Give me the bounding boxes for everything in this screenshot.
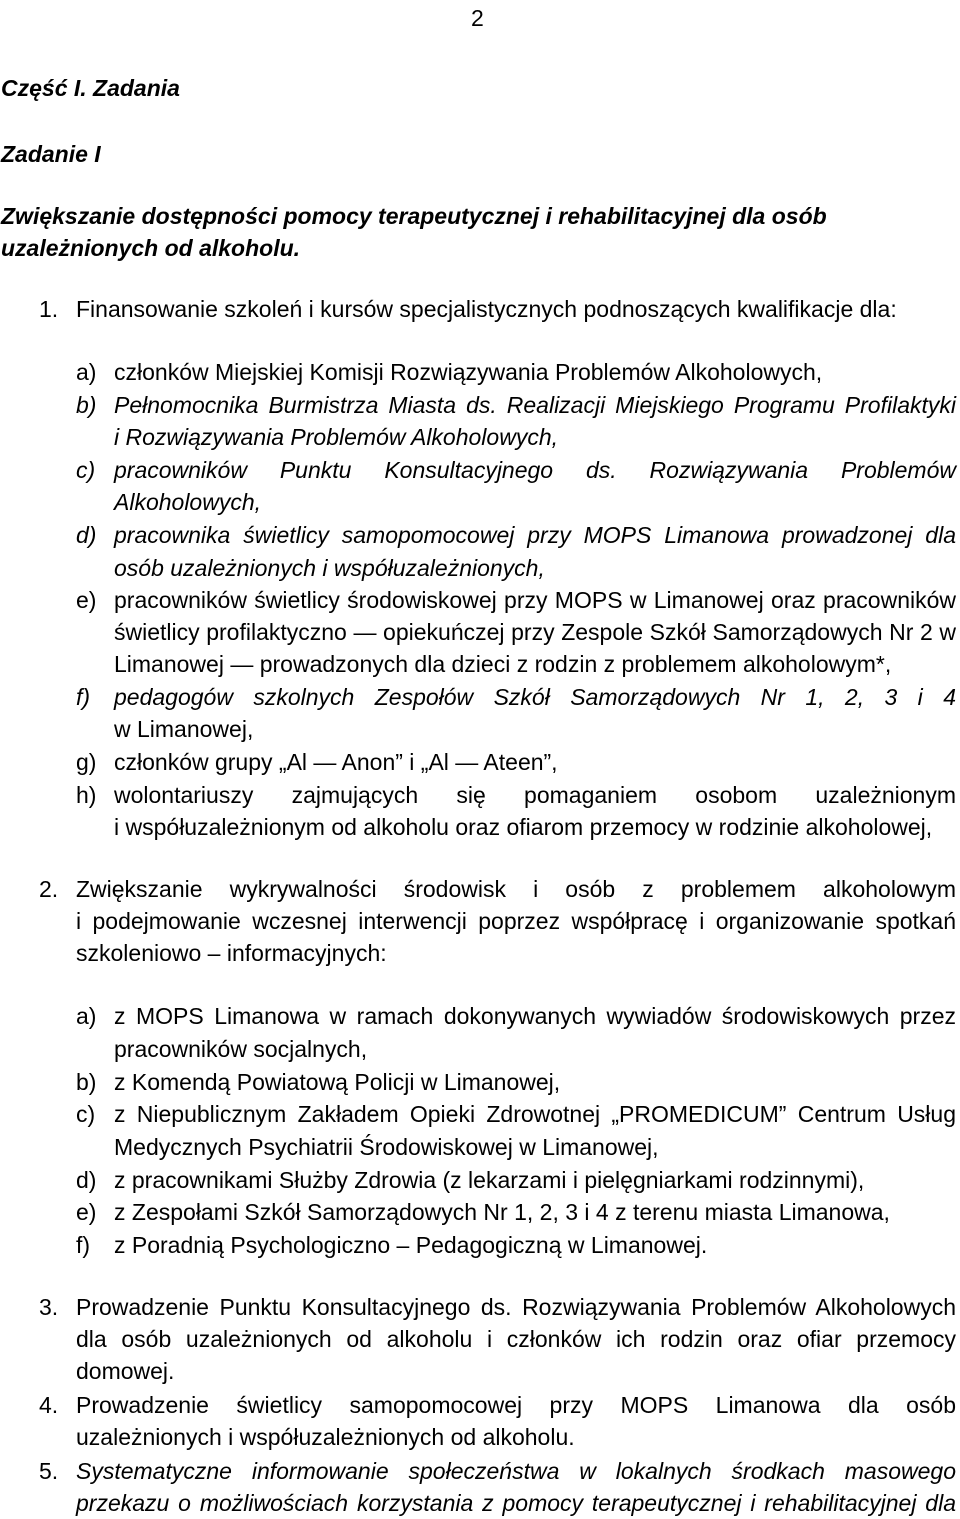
item-3-line-2: dla osób uzależnionych od alkoholu i członków ich rodzin oraz ofiar przemocy [76, 1326, 956, 1352]
item-1e-line-2: świetlicy profilaktyczno — opiekuńczej przy Zespole Szkół Samorządowych Nr 2 w [114, 619, 956, 645]
item-1h-line-2: i współuzależnionym od alkoholu oraz ofiarom przemocy w rodzinie alkoholowej, [114, 814, 933, 840]
item-1b-label: b) [76, 392, 97, 418]
item-1d-line-2: osób uzależnionych i współuzależnionych, [114, 555, 545, 581]
page-number: 2 [471, 5, 484, 31]
part-title: Część I. Zadania [1, 75, 180, 101]
item-2-line-2: i podejmowanie wczesnej interwencji poprzez współpracę i organizowanie spotkań [76, 908, 956, 934]
item-1c-label: c) [76, 457, 96, 483]
item-1-text: Finansowanie szkoleń i kursów specjalistycznych podnoszących kwalifikacje dla: [76, 296, 897, 322]
item-1f-line-2: w Limanowej, [114, 716, 254, 742]
item-1f-label: f) [76, 684, 91, 710]
item-2a-line-2: pracowników socjalnych, [114, 1036, 368, 1062]
item-1c-line-1: pracowników Punktu Konsultacyjnego ds. Rozwiązywania Problemów [114, 457, 956, 483]
item-2e-label: e) [76, 1199, 97, 1225]
item-1e-line-1: pracowników świetlicy środowiskowej przy MOPS w Limanowej oraz pracowników [114, 587, 956, 613]
item-1d-label: d) [76, 522, 97, 548]
item-2e-line-1: z Zespołami Szkół Samorządowych Nr 1, 2, 3 i 4 z terenu miasta Limanowa, [114, 1199, 890, 1225]
item-1d-line-1: pracownika świetlicy samopomocowej przy MOPS Limanowa prowadzonej dla [114, 522, 956, 548]
item-4-line-2: uzależnionych i współuzależnionych od alkoholu. [76, 1424, 575, 1450]
task-subtitle-line-1: Zwiększanie dostępności pomocy terapeutycznej i rehabilitacyjnej dla osób [1, 203, 827, 229]
item-2c-label: c) [76, 1101, 96, 1127]
item-5-number: 5. [39, 1458, 59, 1484]
task-subtitle-line-2: uzależnionych od alkoholu. [1, 235, 301, 261]
item-2d-label: d) [76, 1167, 97, 1193]
item-2f-line-1: z Poradnią Psychologiczno – Pedagogiczną w Limanowej. [114, 1232, 708, 1258]
item-2b-label: b) [76, 1069, 97, 1095]
item-2c-line-2: Medycznych Psychiatrii Środowiskowej w Limanowej, [114, 1134, 659, 1160]
item-2d-line-1: z pracownikami Służby Zdrowia (z lekarzami i pielęgniarkami rodzinnymi), [114, 1167, 865, 1193]
item-4-line-1: Prowadzenie świetlicy samopomocowej przy MOPS Limanowa dla osób [76, 1392, 956, 1418]
item-1g-line-1: członków grupy „Al — Anon” i „Al — Ateen”, [114, 749, 558, 775]
item-2a-line-1: z MOPS Limanowa w ramach dokonywanych wywiadów środowiskowych przez [114, 1003, 956, 1029]
item-1e-line-3: Limanowej — prowadzonych dla dzieci z rodzin z problemem alkoholowym*, [114, 651, 892, 677]
item-1e-label: e) [76, 587, 97, 613]
item-3-line-1: Prowadzenie Punktu Konsultacyjnego ds. Rozwiązywania Problemów Alkoholowych [76, 1294, 956, 1320]
item-2b-line-1: z Komendą Powiatową Policji w Limanowej, [114, 1069, 561, 1095]
item-1b-line-2: i Rozwiązywania Problemów Alkoholowych, [114, 424, 558, 450]
item-5-line-2: przekazu o możliwościach korzystania z pomocy terapeutycznej i rehabilitacyjnej dla [76, 1490, 956, 1516]
item-3-number: 3. [39, 1294, 59, 1320]
item-1-number: 1. [39, 296, 59, 322]
item-4-number: 4. [39, 1392, 59, 1418]
item-1h-label: h) [76, 782, 97, 808]
item-5-line-1: Systematyczne informowanie społeczeństwa w lokalnych środkach masowego [76, 1458, 956, 1484]
item-1a-label: a) [76, 359, 97, 385]
item-1g-label: g) [76, 749, 97, 775]
item-2f-label: f) [76, 1232, 91, 1258]
item-1a-line-1: członków Miejskiej Komisji Rozwiązywania Problemów Alkoholowych, [114, 359, 823, 385]
item-1f-line-1: pedagogów szkolnych Zespołów Szkół Samorządowych Nr 1, 2, 3 i 4 [114, 684, 956, 710]
item-1c-line-2: Alkoholowych, [114, 489, 262, 515]
item-2-line-3: szkoleniowo – informacyjnych: [76, 940, 387, 966]
task-title: Zadanie I [1, 141, 101, 167]
item-2c-line-1: z Niepublicznym Zakładem Opieki Zdrowotnej „PROMEDICUM” Centrum Usług [114, 1101, 956, 1127]
item-2-line-1: Zwiększanie wykrywalności środowisk i osób z problemem alkoholowym [76, 876, 956, 902]
item-2a-label: a) [76, 1003, 97, 1029]
item-3-line-3: domowej. [76, 1358, 175, 1384]
item-1h-line-1: wolontariuszy zajmujących się pomaganiem osobom uzależnionym [114, 782, 956, 808]
item-2-number: 2. [39, 876, 59, 902]
item-1b-line-1: Pełnomocnika Burmistrza Miasta ds. Realizacji Miejskiego Programu Profilaktyki [114, 392, 956, 418]
